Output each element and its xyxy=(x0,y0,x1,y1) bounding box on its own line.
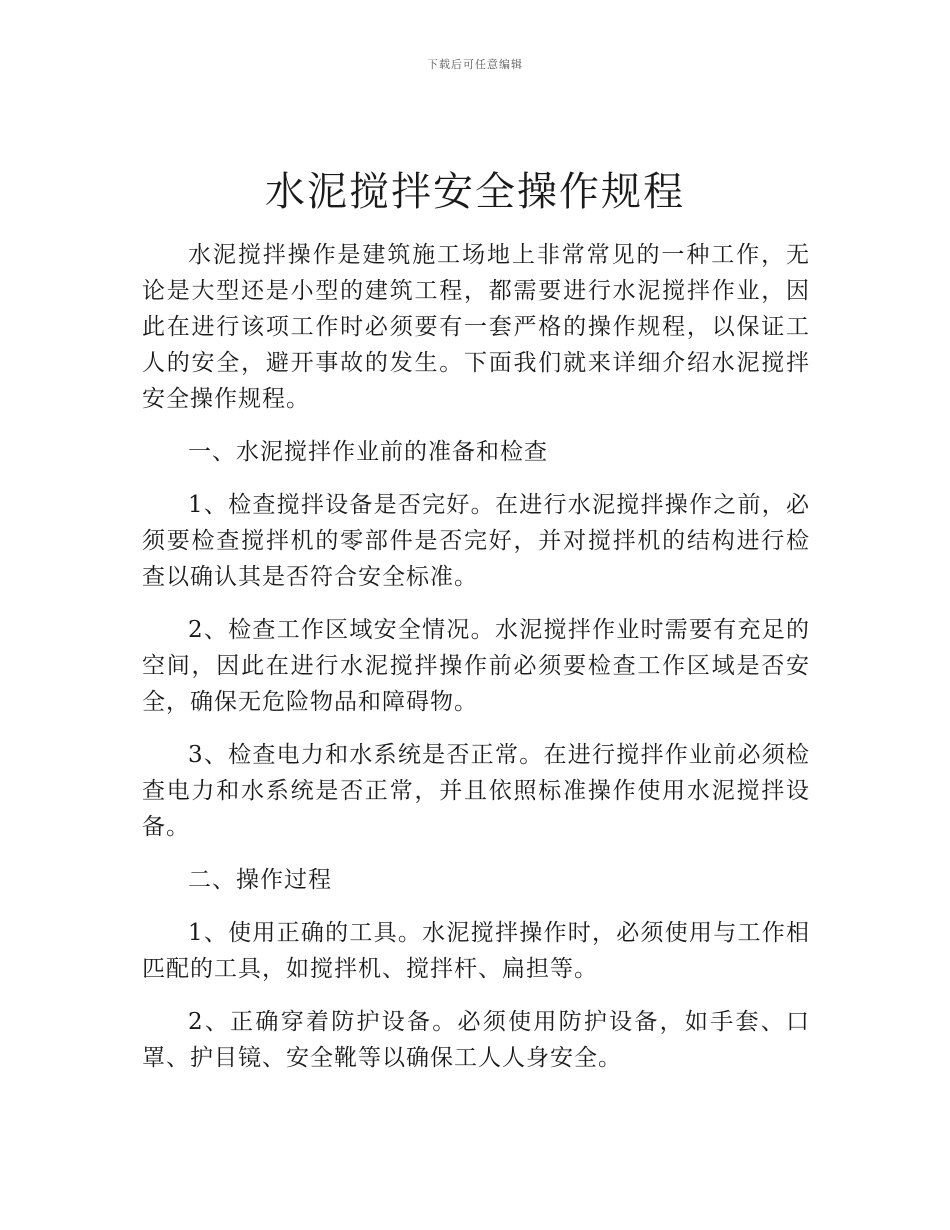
document-body xyxy=(142,237,810,1093)
page-header-note: 下载后可任意编辑 xyxy=(427,58,523,71)
paragraph-check-equipment: 1、检查搅拌设备是否完好。在进行水泥搅拌操作之前，必须要检查搅拌机的零部件是否完好，并对搅拌机的结构进行检查以确认其是否符合安全标准。 xyxy=(142,492,810,590)
section-heading-operation: 二、操作过程 xyxy=(188,867,332,893)
paragraph-use-tools: 1、使用正确的工具。水泥搅拌操作时，必须使用与工作相匹配的工具，如搅拌机、搅拌杆、扁担等。 xyxy=(142,920,810,982)
paragraph-protective-gear: 2、正确穿着防护设备。必须使用防护设备，如手套、口罩、护目镜、安全靴等以确保工人人身安全。 xyxy=(142,1009,810,1071)
paragraph-check-power-water: 3、检查电力和水系统是否正常。在进行搅拌作业前必须检查电力和水系统是否正常，并且依照标准操作使用水泥搅拌设备。 xyxy=(142,742,810,840)
section-heading-preparation: 一、水泥搅拌作业前的准备和检查 xyxy=(188,439,548,465)
intro-paragraph: 水泥搅拌操作是建筑施工场地上非常常见的一种工作，无论是大型还是小型的建筑工程，都需要进行水泥搅拌作业，因此在进行该项工作时必须要有一套严格的操作规程，以保证工人的安全，避开事故的发生。下面我们就来详细介绍水泥搅拌安全操作规程。 xyxy=(142,242,810,412)
paragraph-check-work-area: 2、检查工作区域安全情况。水泥搅拌作业时需要有充足的空间，因此在进行水泥搅拌操作前必须要检查工作区域是否安全，确保无危险物品和障碍物。 xyxy=(142,617,810,715)
document-title: 水泥搅拌安全操作规程 xyxy=(265,169,685,215)
